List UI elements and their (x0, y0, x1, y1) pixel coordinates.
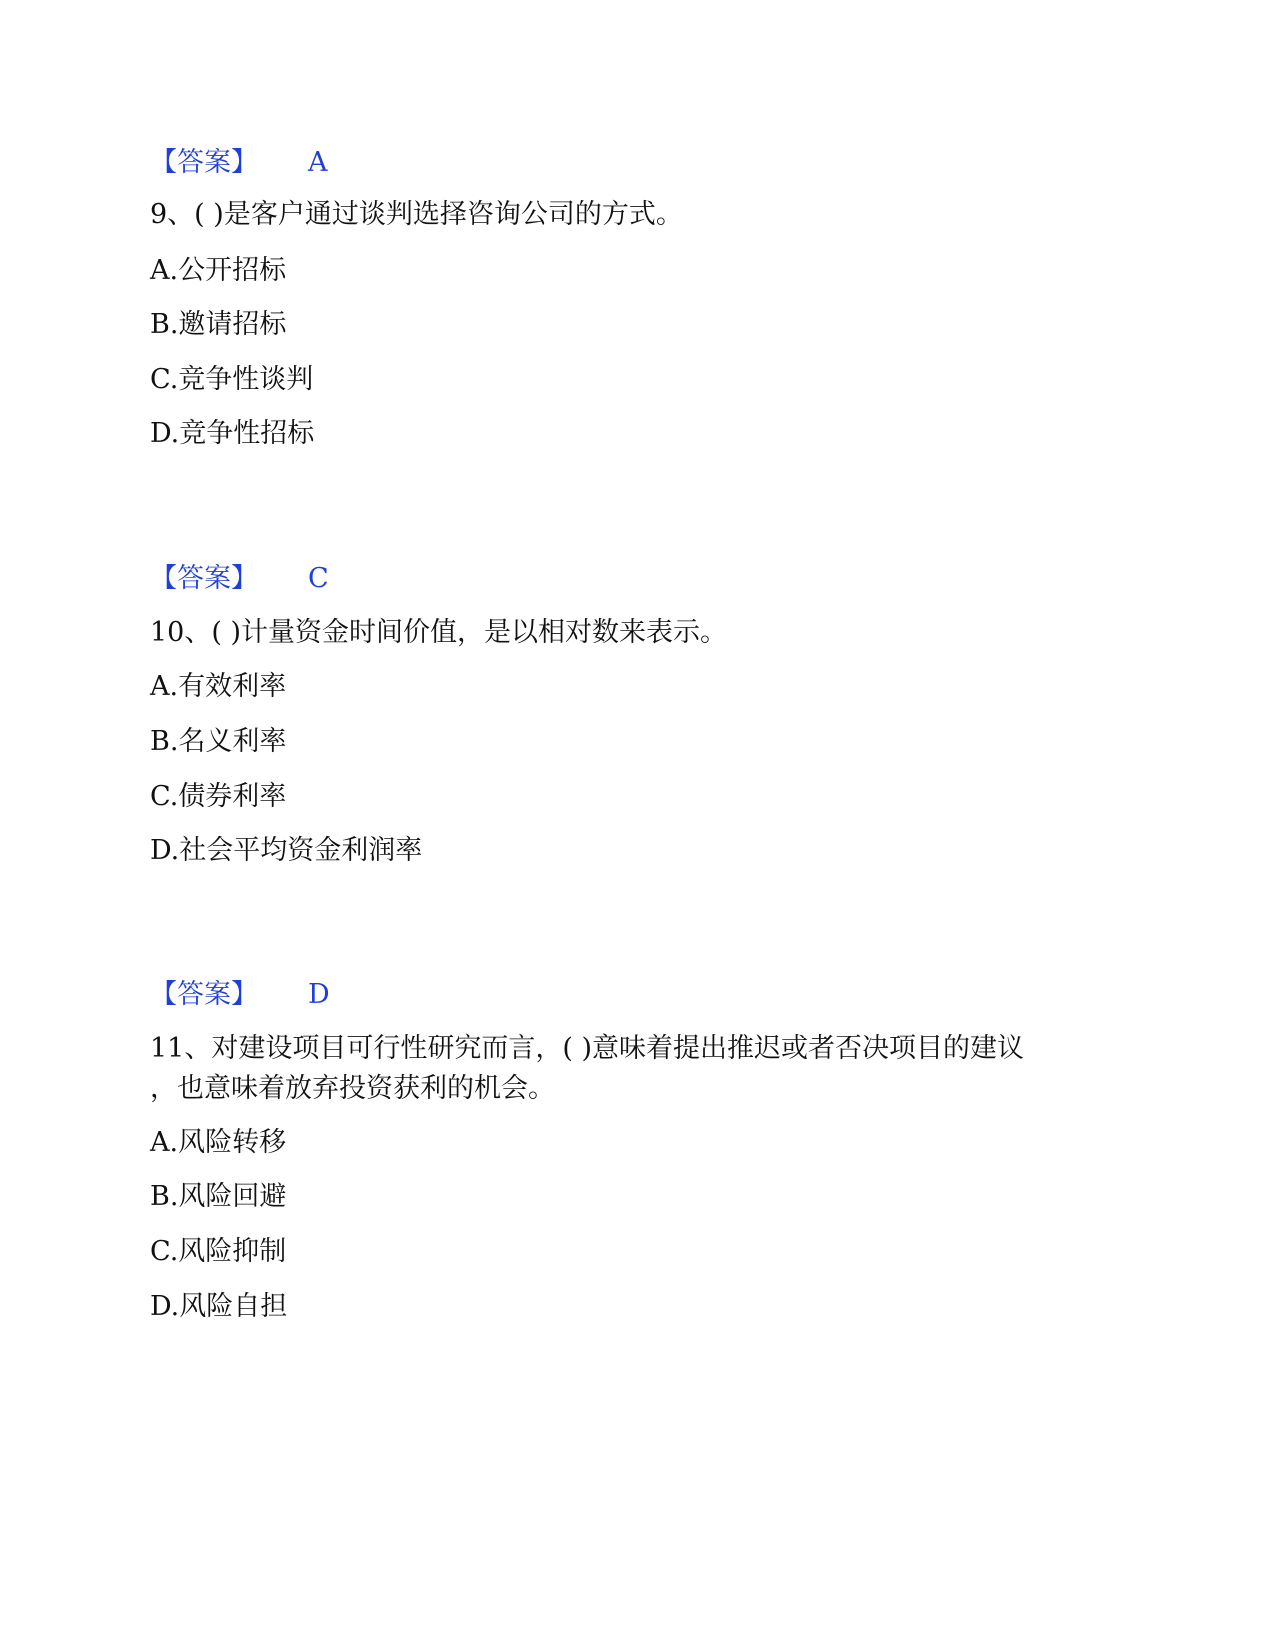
answer-value: D (308, 979, 330, 1010)
question-text-line-1: 11、对建设项目可行性研究而言，( )意味着提出推迟或者否决项目的建议 (150, 1033, 1025, 1064)
option-d: D.社会平均资金利润率 (150, 835, 423, 866)
question-text-line-2: ，也意味着放弃投资获利的机会。 (150, 1073, 555, 1104)
option-a: A.公开招标 (150, 255, 287, 286)
option-d: D.竞争性招标 (150, 418, 315, 449)
answer-label: 【答案】 (150, 979, 258, 1010)
option-b: B.风险回避 (150, 1181, 287, 1212)
answer-line (150, 978, 330, 1012)
answer-line (150, 146, 328, 180)
option-b: B.名义利率 (150, 726, 287, 757)
option-c: C.竞争性谈判 (150, 364, 314, 395)
answer-label: 【答案】 (150, 563, 258, 594)
option-d: D.风险自担 (150, 1291, 288, 1322)
answer-value: A (308, 147, 328, 178)
answer-line (150, 562, 329, 596)
option-c: C.风险抑制 (150, 1236, 287, 1267)
answer-value: C (308, 563, 329, 594)
question-text: 9、( )是客户通过谈判选择咨询公司的方式。 (150, 199, 683, 230)
option-a: A.有效利率 (150, 671, 287, 702)
option-a: A.风险转移 (150, 1127, 287, 1158)
answer-label: 【答案】 (150, 147, 258, 178)
option-c: C.债券利率 (150, 781, 287, 812)
option-b: B.邀请招标 (150, 309, 287, 340)
question-text: 10、( )计量资金时间价值，是以相对数来表示。 (150, 617, 728, 648)
